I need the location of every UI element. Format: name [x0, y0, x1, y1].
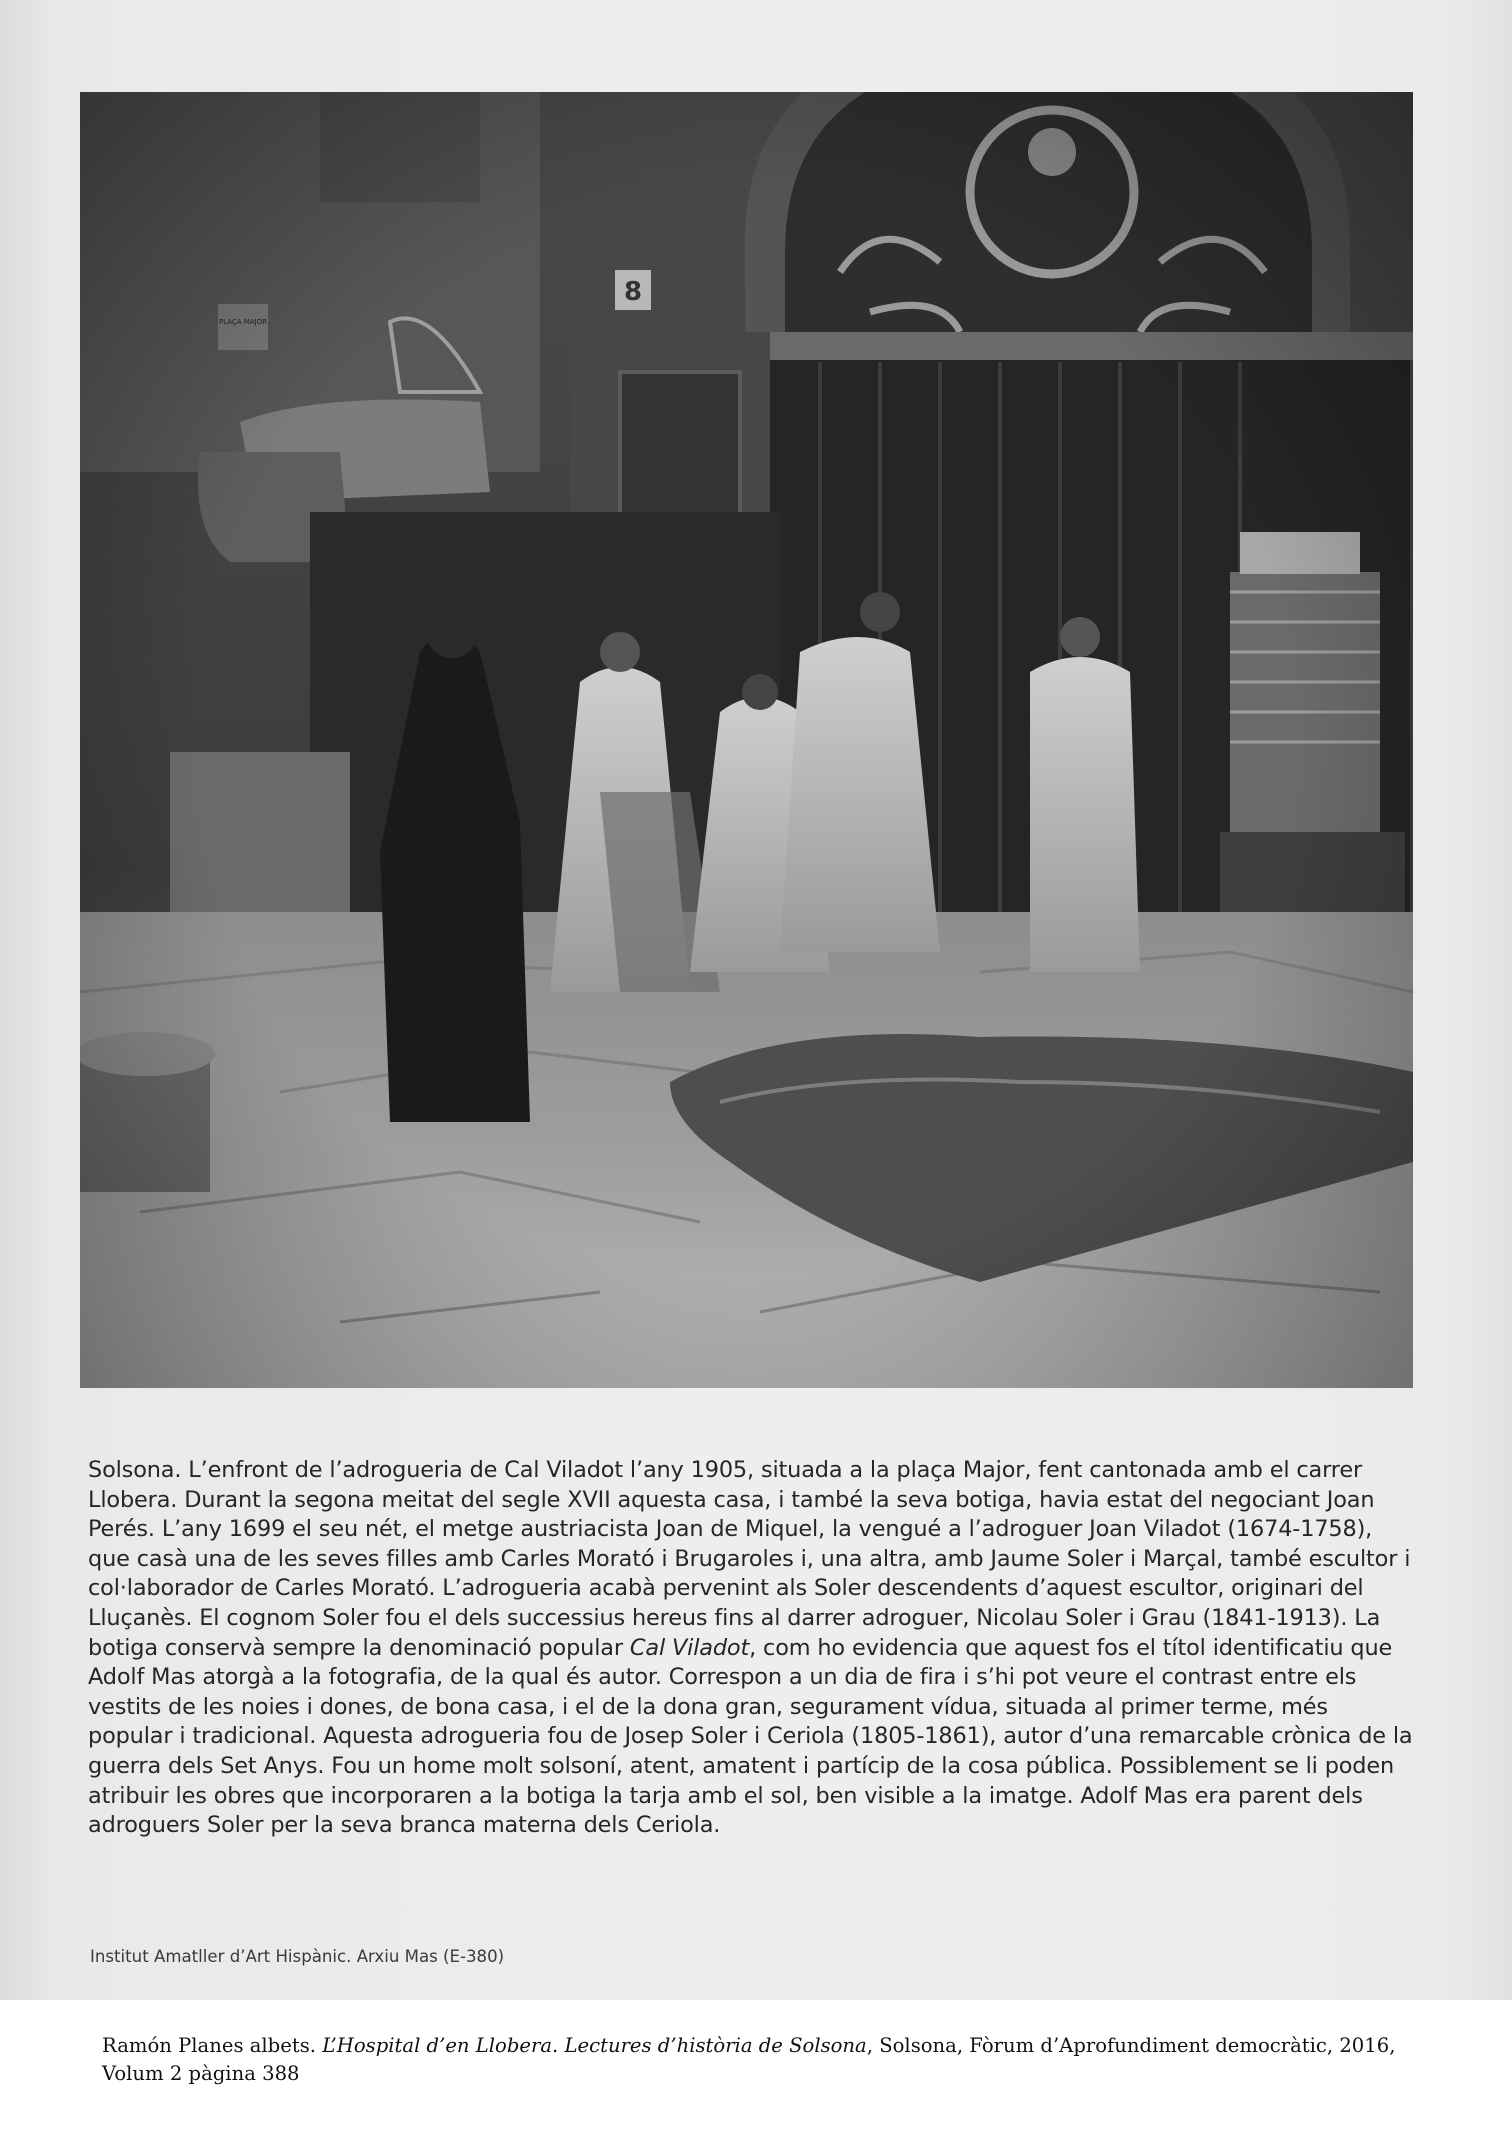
citation — [102, 2032, 1442, 2088]
caption-italic-title: Cal Viladot — [629, 1634, 750, 1661]
caption-text-1: Solsona. L’enfront de l’adrogueria de Cal Viladot l’any 1905, situada a la plaça Major, fent cantonada amb el carrer Llobera. Durant la segona meitat del segle XVII aquesta casa, i també la seva botiga, havia estat del negociant Joan Perés. L’any 1699 el seu nét, el metge austriacista Joan de Miquel, la vengué a l’adroguer Joan Viladot (1674-1758), que casà una de les seves filles amb Carles Morató i Brugaroles i, una altra, amb Jaume Soler i Marçal, també escultor i col·laborador de Carles Morató. L’adrogueria acabà pervenint als Soler descendents d’aquest escultor, originari del Lluçanès. El cognom Soler fou el dels successius hereus fins al darrer adroguer, Nicolau Soler i Grau (1841-1913). La botiga conservà sempre la denominació popular — [88, 1457, 1411, 1661]
caption-paragraph — [88, 1456, 1418, 1841]
caption-text-2: , com ho evidencia que aquest fos el títol identificatiu que Adolf Mas atorgà a la fotografia, de la qual és autor. Correspon a un dia de fira i s’hi pot veure el contrast entre els vestits de les noies i dones, de bona casa, i el de la dona gran, segurament vídua, situada al primer terme, més popular i tradicional. Aquesta adrogueria fou de Josep Soler i Ceriola (1805-1861), autor d’una remarcable crònica de la guerra dels Set Anys. Fou un home molt solsoní, atent, amatent i partícip de la cosa pública. Possiblement se li poden atribuir les obres que incorporaren a la botiga la tarja amb el sol, ben visible a la imatge. Adolf Mas era parent dels adroguers Soler per la seva branca materna dels Ceriola. — [88, 1634, 1413, 1839]
photo-credit: Institut Amatller d’Art Hispànic. Arxiu Mas (E-380) — [90, 1947, 505, 1966]
historical-photo — [80, 92, 1413, 1388]
citation-author: Ramón Planes albets. — [102, 2034, 323, 2057]
citation-details: , Solsona, Fòrum d’Aprofundiment democràtic, 2016, Volum 2 pàgina 388 — [102, 2034, 1396, 2085]
citation-book-title: L’Hospital d’en Llobera. Lectures d’història de Solsona — [322, 2034, 867, 2057]
caption — [88, 1456, 1418, 1841]
